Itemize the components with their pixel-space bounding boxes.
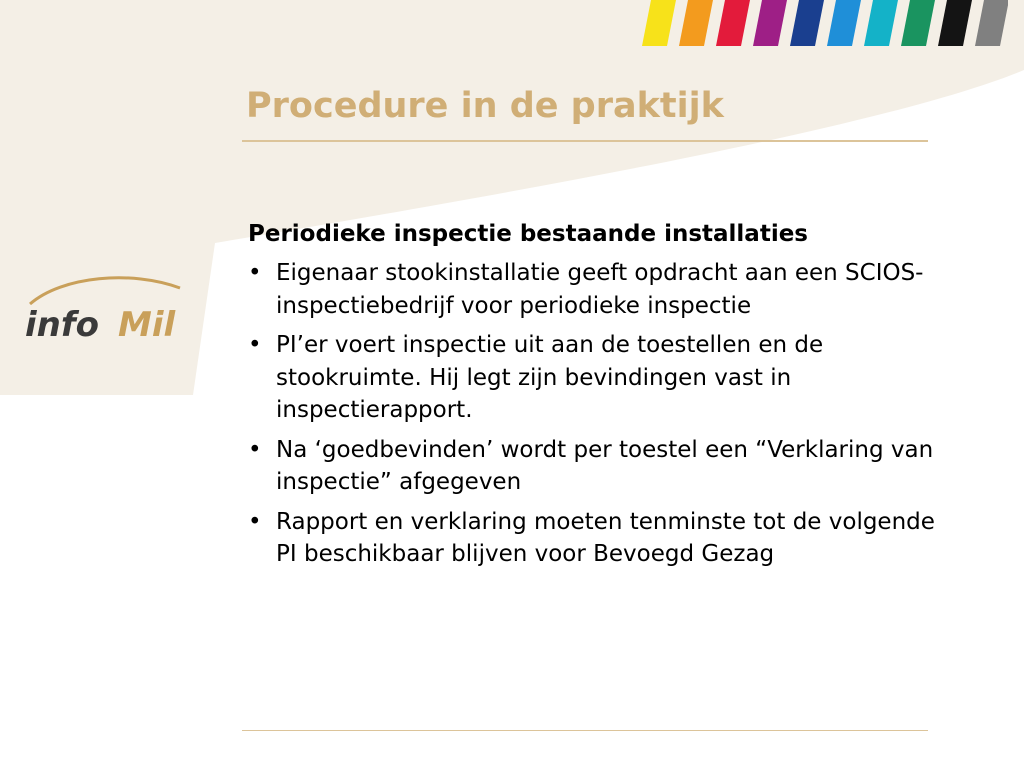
color-stripe xyxy=(642,0,676,46)
color-stripe xyxy=(938,0,972,46)
bullet-icon: • xyxy=(248,436,262,463)
bullet-icon: • xyxy=(248,332,262,358)
bullet-text: PI’er voert inspectie uit aan de toestellen en de stookruimte. Hij legt zijn bevindingen vast in inspectierapport. xyxy=(276,332,824,423)
bullet-text: Na ‘goedbevinden’ wordt per toestel een “Verklaring van inspectie” afgegeven xyxy=(276,436,934,495)
color-stripe xyxy=(901,0,935,46)
bullet-icon: • xyxy=(248,508,262,535)
slide-content xyxy=(248,218,938,578)
bullet-text: Eigenaar stookinstallatie geeft opdracht aan een SCIOS-inspectiebedrijf voor periodieke inspectie xyxy=(276,260,924,319)
bottom-divider xyxy=(242,730,928,731)
bullet-list xyxy=(248,257,938,571)
list-item xyxy=(248,329,938,427)
title-divider xyxy=(242,140,928,142)
color-stripe xyxy=(790,0,824,46)
list-item xyxy=(248,434,938,499)
logo-text-mil: Mil xyxy=(118,305,176,345)
list-item xyxy=(248,506,938,571)
logo-text-info: info xyxy=(25,305,100,345)
color-stripe xyxy=(679,0,713,46)
bullet-icon: • xyxy=(248,260,262,286)
bullet-text: Rapport en verklaring moeten tenminste tot de volgende PI beschikbaar blijven voor Bevoegd Gezag xyxy=(276,508,935,567)
color-stripe xyxy=(864,0,898,46)
infomil-logo xyxy=(22,268,202,348)
slide-title: Procedure in de praktijk xyxy=(246,86,724,126)
color-stripe xyxy=(753,0,787,46)
logo-arc xyxy=(30,278,180,304)
list-item xyxy=(248,257,938,322)
color-stripe xyxy=(827,0,861,46)
color-stripe xyxy=(716,0,750,46)
color-stripes xyxy=(640,0,1008,46)
color-stripe xyxy=(975,0,1008,46)
slide-subtitle: Periodieke inspectie bestaande installaties xyxy=(248,221,808,247)
